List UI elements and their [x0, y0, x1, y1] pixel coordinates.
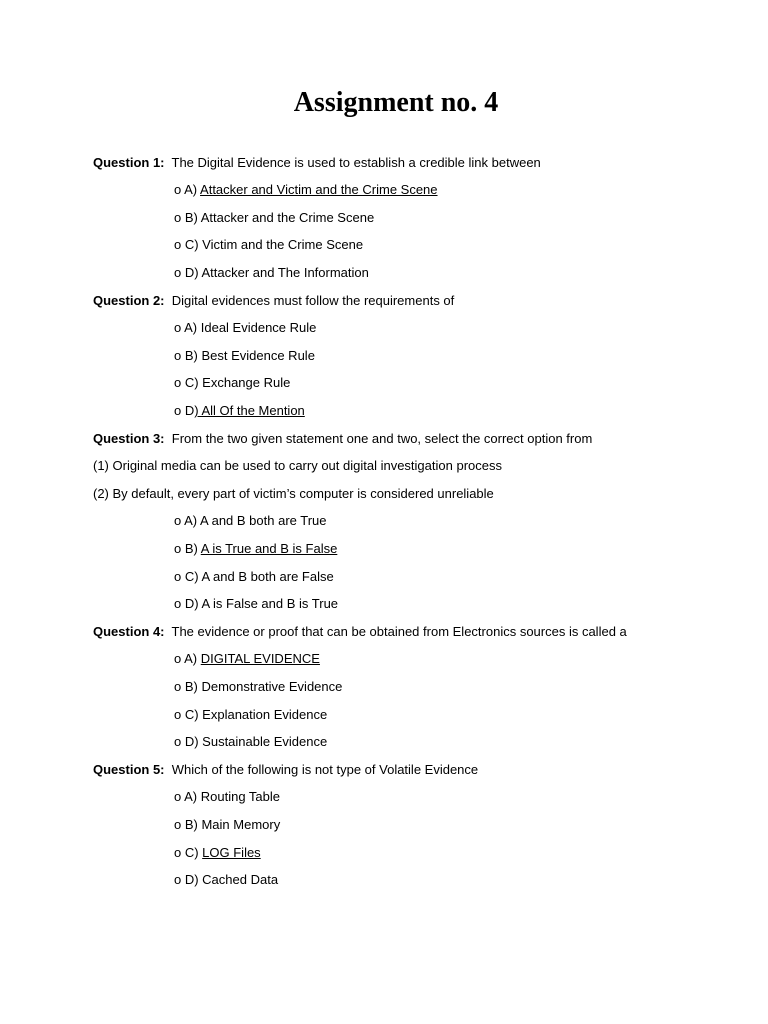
- option-text: Demonstrative Evidence: [201, 679, 343, 694]
- option-text: Main Memory: [201, 817, 281, 832]
- option-text: A and B both are False: [201, 569, 334, 584]
- option-1b: [174, 209, 374, 227]
- question-4: [93, 623, 627, 641]
- question-3: [93, 430, 592, 448]
- option-1a: [174, 181, 438, 199]
- option-prefix: o C): [174, 375, 203, 390]
- option-3c: [174, 568, 334, 586]
- option-text: Ideal Evidence Rule: [200, 320, 317, 335]
- option-3d: [174, 595, 338, 613]
- option-text: Cached Data: [202, 872, 279, 887]
- option-prefix: o A): [174, 182, 201, 197]
- question-label: Question 1:: [93, 155, 165, 170]
- option-text-answer: LOG Files: [202, 845, 261, 860]
- option-text: Exchange Rule: [202, 375, 291, 390]
- question-label: Question 2:: [93, 293, 165, 308]
- option-5b: [174, 816, 280, 834]
- option-prefix: o A): [174, 651, 201, 666]
- question-label: Question 5:: [93, 762, 165, 777]
- question-text: Digital evidences must follow the requirements of: [171, 293, 455, 308]
- question-text: Which of the following is not type of Volatile Evidence: [171, 762, 479, 777]
- option-prefix: o D: [174, 403, 195, 418]
- question-2: [93, 292, 454, 310]
- option-1d: [174, 264, 369, 282]
- option-prefix: o D): [174, 872, 203, 887]
- option-prefix: o C): [174, 237, 203, 252]
- option-prefix: o D): [174, 734, 203, 749]
- option-2b: [174, 347, 315, 365]
- question-text: The Digital Evidence is used to establish a credible link between: [171, 155, 541, 170]
- option-prefix: o B): [174, 817, 202, 832]
- option-4c: [174, 706, 327, 724]
- option-text: Victim and the Crime Scene: [202, 237, 364, 252]
- option-1c: [174, 236, 363, 254]
- option-prefix: o B): [174, 210, 201, 225]
- question-text: The evidence or proof that can be obtained from Electronics sources is called a: [171, 624, 627, 639]
- statement-1: (1) Original media can be used to carry out digital investigation process: [93, 458, 502, 473]
- option-prefix: o C): [174, 569, 202, 584]
- option-2d: [174, 402, 305, 420]
- question-label: Question 3:: [93, 431, 165, 446]
- option-4a: [174, 650, 320, 668]
- option-text: Explanation Evidence: [202, 707, 328, 722]
- option-text-answer: ) All Of the Mention: [194, 403, 305, 418]
- question-label: Question 4:: [93, 624, 165, 639]
- option-text: A is False and B is True: [201, 596, 339, 611]
- question-text: From the two given statement one and two, select the correct option from: [171, 431, 593, 446]
- option-text-answer: Attacker and Victim and the Crime Scene: [200, 182, 438, 197]
- option-prefix: o C): [174, 845, 203, 860]
- option-text: Best Evidence Rule: [201, 348, 315, 363]
- option-prefix: o A): [174, 513, 201, 528]
- option-text: Attacker and The Information: [201, 265, 369, 280]
- option-3b: [174, 540, 337, 558]
- option-prefix: o D): [174, 265, 202, 280]
- option-prefix: o C): [174, 707, 203, 722]
- option-text: Routing Table: [200, 789, 281, 804]
- option-text-answer: DIGITAL EVIDENCE: [200, 651, 320, 666]
- option-5a: [174, 788, 280, 806]
- option-prefix: o A): [174, 789, 201, 804]
- option-text: Sustainable Evidence: [202, 734, 328, 749]
- option-prefix: o D): [174, 596, 202, 611]
- option-3a: [174, 512, 327, 530]
- document-title: Assignment no. 4: [293, 87, 499, 118]
- option-prefix: o B): [174, 541, 201, 556]
- question-1: [93, 154, 541, 172]
- option-text: Attacker and the Crime Scene: [200, 210, 375, 225]
- option-4b: [174, 678, 342, 696]
- option-2c: [174, 374, 290, 392]
- option-text: A and B both are True: [200, 513, 327, 528]
- option-4d: [174, 733, 327, 751]
- option-text-answer: A is True and B is False: [200, 541, 338, 556]
- option-2a: [174, 319, 316, 337]
- option-5d: [174, 871, 278, 889]
- option-5c: [174, 844, 261, 862]
- option-prefix: o B): [174, 679, 202, 694]
- statement-2: (2) By default, every part of victim’s computer is considered unreliable: [93, 486, 494, 501]
- question-5: [93, 761, 478, 779]
- option-prefix: o B): [174, 348, 202, 363]
- option-prefix: o A): [174, 320, 201, 335]
